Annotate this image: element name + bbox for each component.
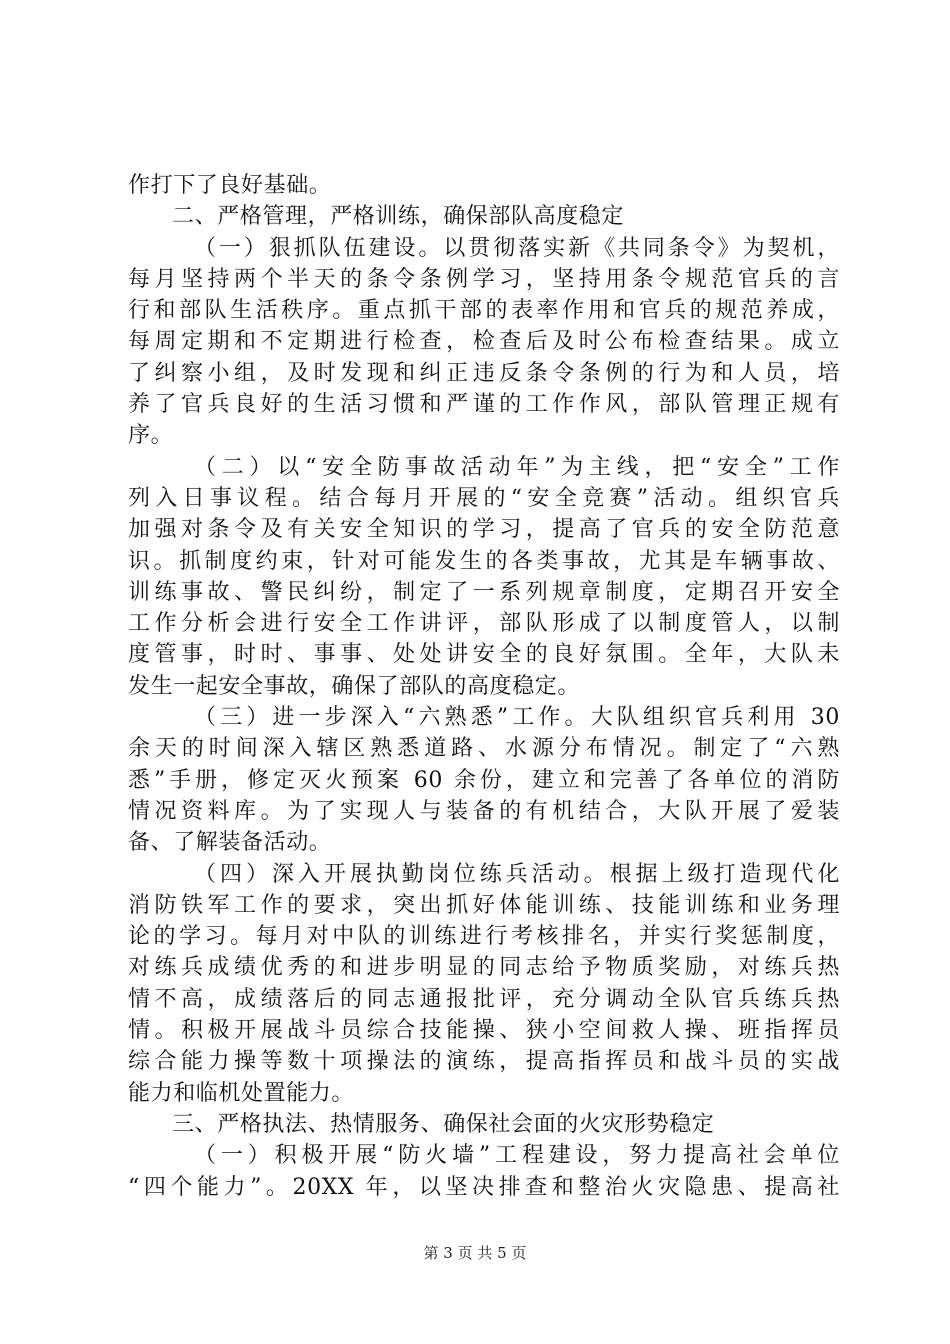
text-line: （一）积极开展“防火墙”工程建设，努力提高社会单位 xyxy=(194,1143,840,1169)
text-line: 每周定期和不定期进行检查，检查后及时公布检查结果。成立 xyxy=(128,329,840,355)
text-line: 度管事，时时、事事、处处讲安全的良好氛围。全年，大队未 xyxy=(128,642,840,668)
text-line: 每月坚持两个半天的条令条例学习，坚持用条令规范官兵的言 xyxy=(128,266,840,292)
text-line: （一）狠抓队伍建设。以贯彻落实新《共同条令》为契机， xyxy=(194,235,840,261)
text-line: 论的学习。每月对中队的训练进行考核排名，并实行奖惩制度， xyxy=(128,924,840,950)
text-line: 综合能力操等数十项操法的演练，提高指挥员和战斗员的实战 xyxy=(128,1049,840,1075)
text-line: 识。抓制度约束，针对可能发生的各类事故，尤其是车辆事故、 xyxy=(128,548,840,574)
text-line: 工作分析会进行安全工作讲评，部队形成了以制度管人，以制 xyxy=(128,611,840,637)
text-line: 作打下了良好基础。 xyxy=(128,173,332,198)
document-body xyxy=(128,170,840,1203)
text-line: 消防铁军工作的要求，突出抓好体能训练、技能训练和业务理 xyxy=(128,892,840,918)
text-line: （三）进一步深入“六熟悉”工作。大队组织官兵利用 30 xyxy=(194,705,840,731)
text-line: 余天的时间深入辖区熟悉道路、水源分布情况。制定了“六熟 xyxy=(128,736,840,762)
text-line: （四）深入开展执勤岗位练兵活动。根据上级打造现代化 xyxy=(194,861,840,887)
text-line: 养了官兵良好的生活习惯和严谨的工作作风，部队管理正规有 xyxy=(128,392,840,418)
text-line: 训练事故、警民纠纷，制定了一系列规章制度，定期召开安全 xyxy=(128,579,840,605)
text-line: 情况资料库。为了实现人与装备的有机结合，大队开展了爱装 xyxy=(128,798,840,824)
page-footer: 第 3 页 共 5 页 xyxy=(423,1244,527,1262)
text-line: 列入日事议程。结合每月开展的“安全竞赛”活动。组织官兵 xyxy=(128,485,840,511)
text-line: 三、严格执法、热情服务、确保社会面的火灾形势稳定 xyxy=(172,1111,715,1137)
text-line: 加强对条令及有关安全知识的学习，提高了官兵的安全防范意 xyxy=(128,517,840,543)
text-line: 发生一起安全事故，确保了部队的高度稳定。 xyxy=(128,673,581,699)
text-line: 能力和临机处置能力。 xyxy=(128,1080,355,1106)
text-line: 悉”手册，修定灭火预案 60 余份，建立和完善了各单位的消防 xyxy=(128,767,840,793)
text-line: 二、严格管理，严格训练，确保部队高度稳定 xyxy=(172,204,625,230)
text-line: “四个能力”。20XX 年，以坚决排查和整治火灾隐患、提高社 xyxy=(128,1174,840,1200)
text-line: 备、了解装备活动。 xyxy=(128,830,332,856)
text-line: 对练兵成绩优秀的和进步明显的同志给予物质奖励，对练兵热 xyxy=(128,955,840,981)
text-line: 情。积极开展战斗员综合技能操、狭小空间救人操、班指挥员 xyxy=(128,1018,840,1044)
text-line: 行和部队生活秩序。重点抓干部的表率作用和官兵的规范养成， xyxy=(128,298,840,324)
text-line: 了纠察小组，及时发现和纠正违反条令条例的行为和人员，培 xyxy=(128,360,840,386)
text-line: （二）以“安全防事故活动年”为主线，把“安全”工作 xyxy=(194,454,840,480)
text-line: 情不高，成绩落后的同志通报批评，充分调动全队官兵练兵热 xyxy=(128,986,840,1012)
text-line: 序。 xyxy=(128,423,174,449)
